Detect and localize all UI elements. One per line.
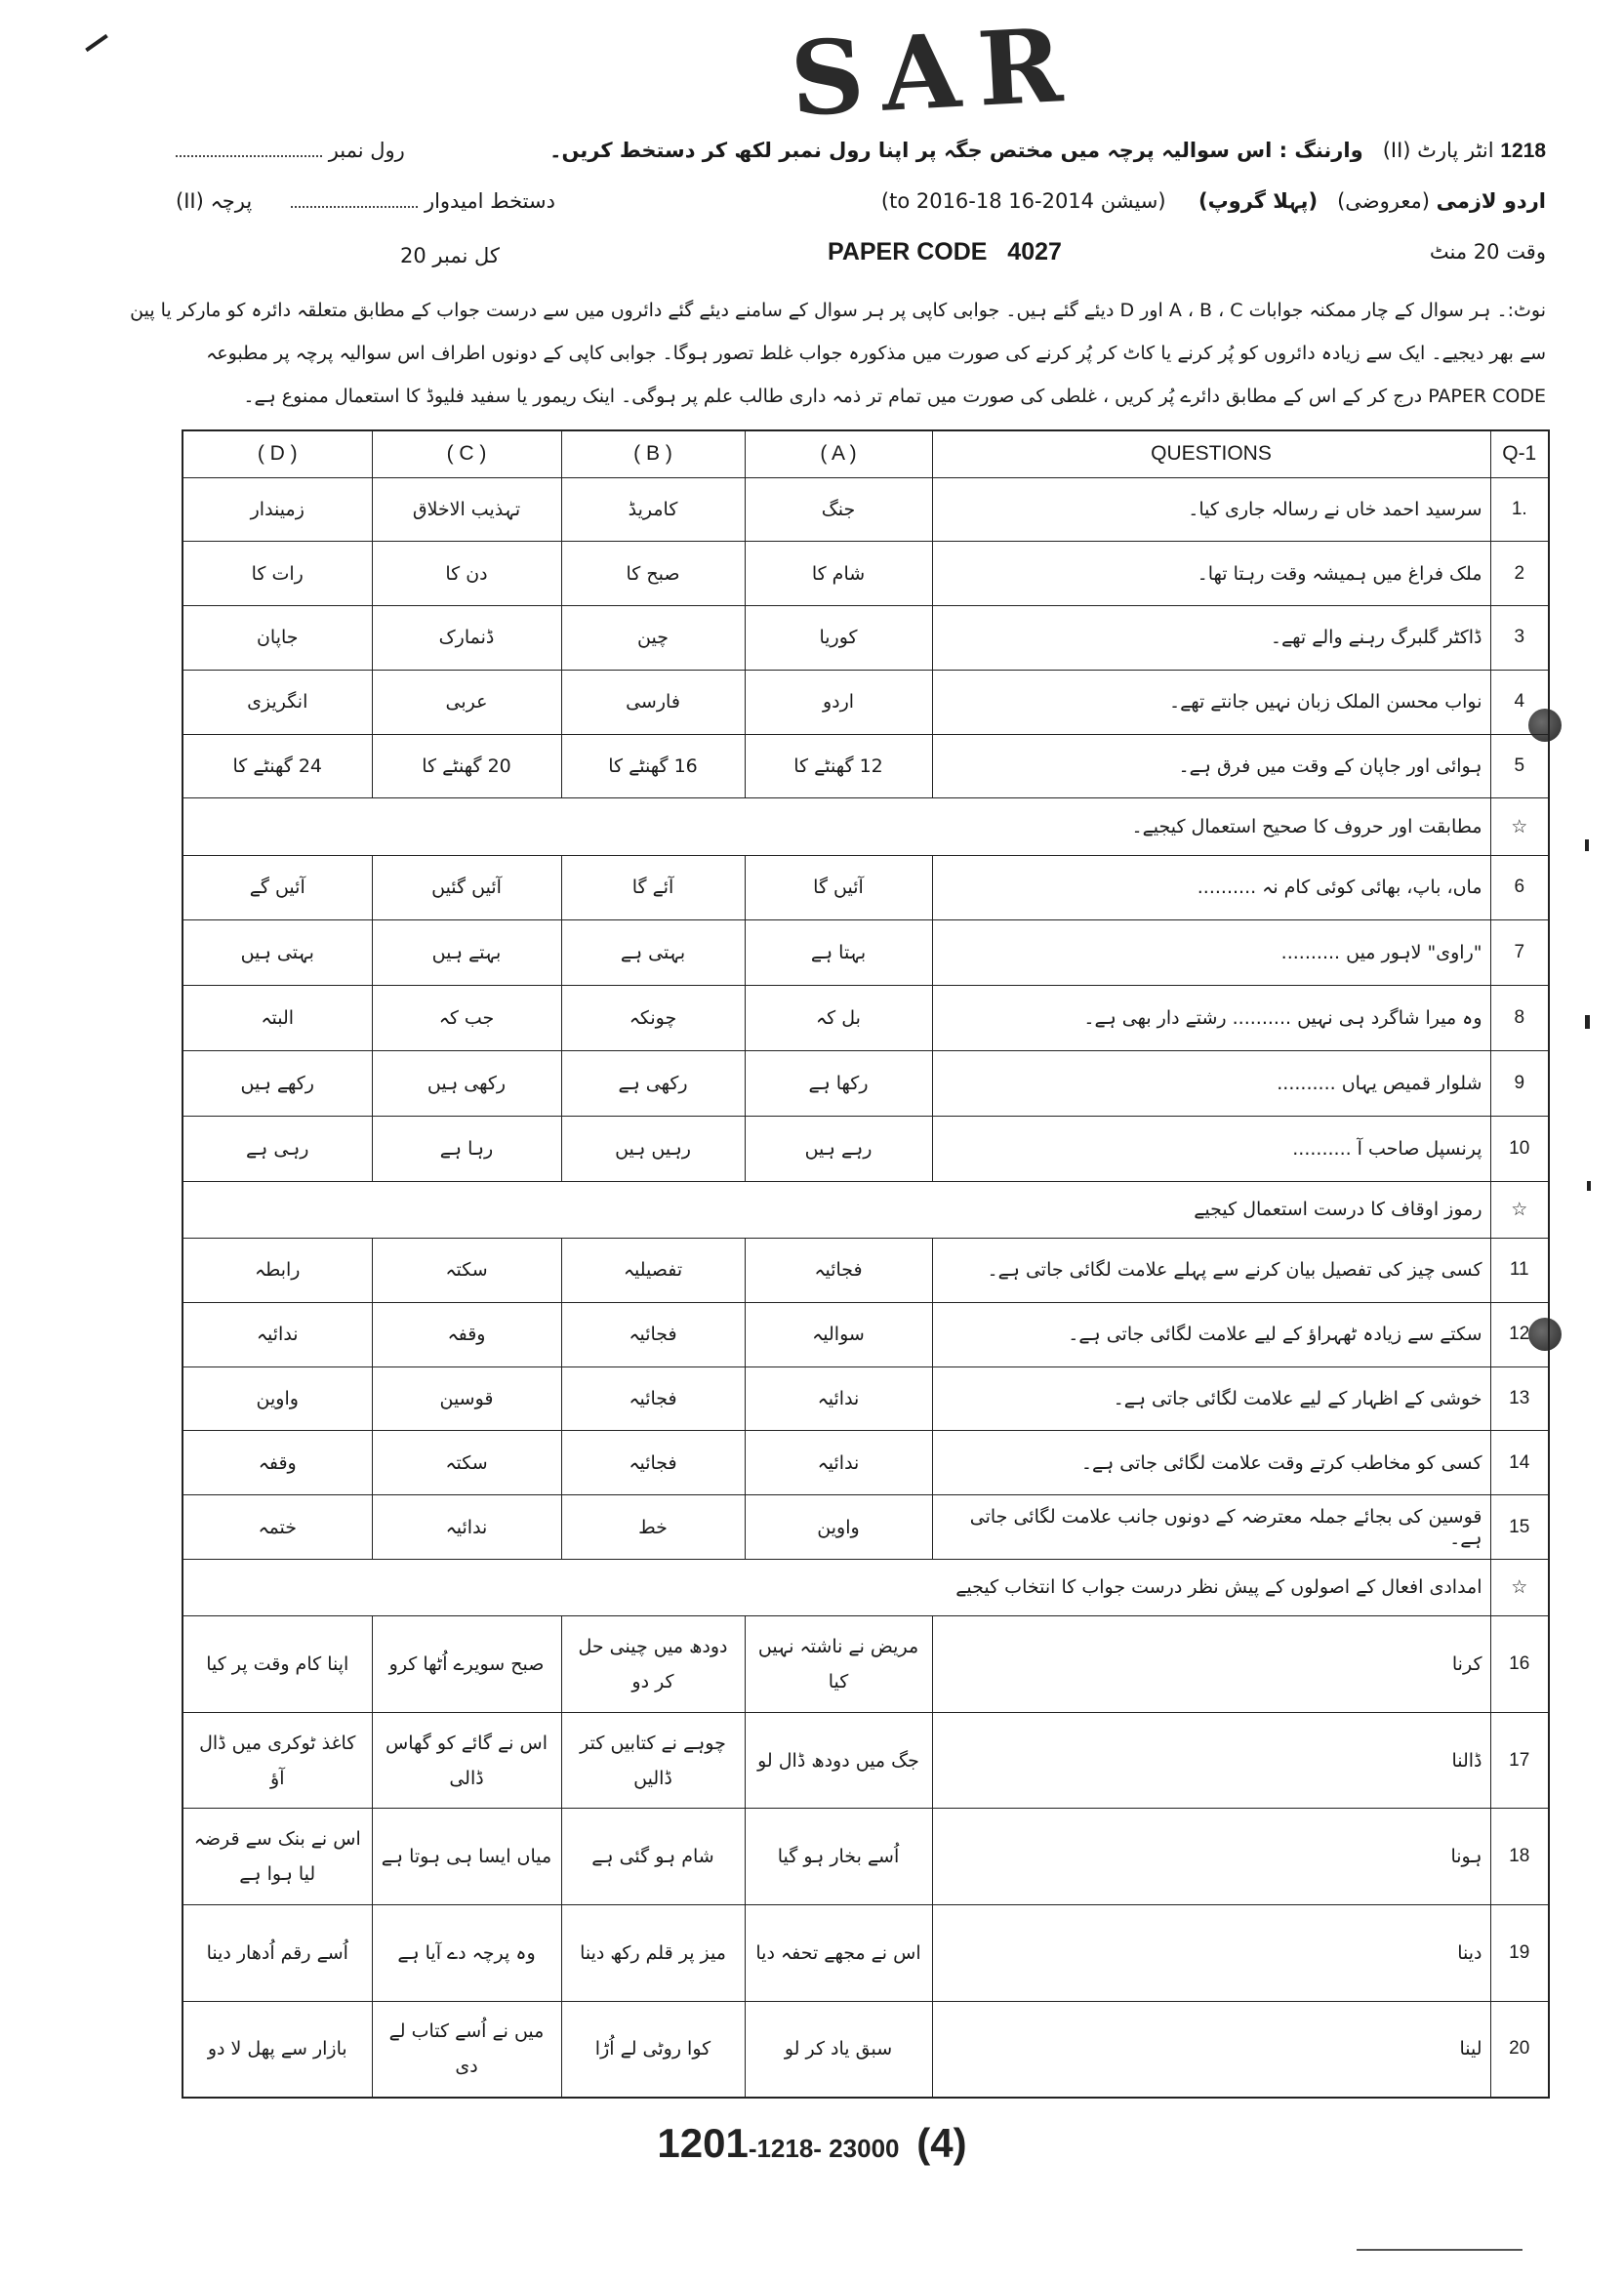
question-number: 6 <box>1490 855 1549 920</box>
footer-page: (4) <box>916 2120 967 2166</box>
scan-speck <box>1587 1181 1591 1191</box>
question-row <box>183 986 1549 1051</box>
question-row <box>183 1809 1549 1905</box>
header-row <box>183 430 1549 477</box>
option-c: میں نے اُسے کتاب لے دی <box>372 2001 561 2098</box>
paper-code-value: 4027 <box>1007 238 1062 265</box>
question-text: لینا <box>932 2001 1490 2098</box>
header-d: ( D ) <box>183 430 372 477</box>
option-c: دن کا <box>372 542 561 606</box>
option-b: میز پر قلم رکھ دینا <box>561 1905 745 2002</box>
option-a: اردو <box>745 670 932 734</box>
question-number: 18 <box>1490 1809 1549 1905</box>
option-a: 12 گھنٹے کا <box>745 734 932 798</box>
question-row <box>183 1302 1549 1366</box>
option-d: بازار سے پھل لا دو <box>183 2001 372 2098</box>
option-b: صبح کا <box>561 542 745 606</box>
question-text: کسی کو مخاطب کرتے وقت علامت لگائی جاتی ہے۔ <box>932 1431 1490 1495</box>
option-d: بہتی ہیں <box>183 920 372 986</box>
question-number: 5 <box>1490 734 1549 798</box>
question-row <box>183 920 1549 986</box>
warning-text: وارننگ : اس سوالیہ پرچہ میں مختص جگہ پر اپنا رول نمبر لکھ کر دستخط کریں۔ <box>549 139 1363 162</box>
question-text: "راوی" لاہور میں .......... <box>932 920 1490 986</box>
footer-dash-line <box>1357 2249 1522 2251</box>
question-text: سرسید احمد خاں نے رسالہ جاری کیا۔ <box>932 477 1490 542</box>
header-warning-line <box>549 139 1546 163</box>
question-number: 12 <box>1490 1302 1549 1366</box>
option-a: ندائیہ <box>745 1366 932 1431</box>
question-row <box>183 477 1549 542</box>
option-c: تہذیب الاخلاق <box>372 477 561 542</box>
option-c: ڈنمارک <box>372 606 561 671</box>
question-text: ہوائی اور جاپان کے وقت میں فرق ہے۔ <box>932 734 1490 798</box>
header-q1: Q-1 <box>1490 430 1549 477</box>
question-number: 16 <box>1490 1616 1549 1713</box>
option-d: رہی ہے <box>183 1117 372 1182</box>
option-c: ندائیہ <box>372 1495 561 1560</box>
option-a: ندائیہ <box>745 1431 932 1495</box>
instruction-line-2: سے بھر دیجیے۔ ایک سے زیادہ دائروں کو پُر کرنے یا کاٹ کر پُر کرنے کی صورت میں مذکورہ جواب غلط تصور ہوگا۔ جوابی کاپی کے دونوں اطراف اس سوالیہ پرچہ پر مطبوعہ <box>206 343 1546 364</box>
question-row <box>183 855 1549 920</box>
question-number: 20 <box>1490 2001 1549 2098</box>
option-c: رہا ہے <box>372 1117 561 1182</box>
question-number: 4 <box>1490 670 1549 734</box>
option-b: 16 گھنٹے کا <box>561 734 745 798</box>
class-label: انٹر پارٹ (II) <box>1382 139 1494 162</box>
option-b: چین <box>561 606 745 671</box>
subject-type: (معروضی) <box>1337 189 1430 213</box>
option-a: کوریا <box>745 606 932 671</box>
question-text: قوسین کی بجائے جملہ معترضہ کے دونوں جانب علامت لگائی جاتی ہے۔ <box>932 1495 1490 1560</box>
option-a: بہتا ہے <box>745 920 932 986</box>
roll-no-blank[interactable] <box>176 155 322 157</box>
option-d: آئیں گے <box>183 855 372 920</box>
option-a: اُسے بخار ہو گیا <box>745 1809 932 1905</box>
option-c: صبح سویرے اُٹھا کرو <box>372 1616 561 1713</box>
section-title: رموز اوقاف کا درست استعمال کیجیے <box>183 1181 1490 1238</box>
question-text: خوشی کے اظہار کے لیے علامت لگائی جاتی ہے۔ <box>932 1366 1490 1431</box>
question-number: 11 <box>1490 1239 1549 1303</box>
question-number: 17 <box>1490 1712 1549 1809</box>
instruction-line-1: نوٹ:۔ ہر سوال کے چار ممکنہ جوابات A ، B ، C اور D دیئے گئے ہیں۔ جوابی کاپی پر ہر سوال کے سامنے دیئے گئے دائروں میں سے درست جواب کے مطابق متعلقہ دائرہ کو مارکر یا پین <box>130 300 1546 321</box>
option-d: اس نے بنک سے قرضہ لیا ہوا ہے <box>183 1809 372 1905</box>
handwritten-mark: SAR <box>787 4 1083 140</box>
question-text: شلوار قمیص یہاں .......... <box>932 1051 1490 1117</box>
question-table <box>182 429 1550 2099</box>
option-a: رہے ہیں <box>745 1117 932 1182</box>
section-row <box>183 1559 1549 1615</box>
question-row <box>183 606 1549 671</box>
question-row <box>183 1616 1549 1713</box>
option-d: رات کا <box>183 542 372 606</box>
question-row <box>183 542 1549 606</box>
question-number: 1. <box>1490 477 1549 542</box>
option-b: دودھ میں چینی حل کر دو <box>561 1616 745 1713</box>
star-icon: ☆ <box>1490 1559 1549 1615</box>
paper-number: پرچہ (II) <box>176 189 253 213</box>
option-d: ختمہ <box>183 1495 372 1560</box>
option-b: آئے گا <box>561 855 745 920</box>
option-b: تفصیلیہ <box>561 1239 745 1303</box>
candidate-signature-label: دستخط امیدوار <box>424 189 555 213</box>
instructions <box>130 289 1546 418</box>
section-row <box>183 798 1549 855</box>
option-b: فجائیہ <box>561 1302 745 1366</box>
option-b: رکھی ہے <box>561 1051 745 1117</box>
option-b: کامریڈ <box>561 477 745 542</box>
question-text: سکتے سے زیادہ ٹھہراؤ کے لیے علامت لگائی جاتی ہے۔ <box>932 1302 1490 1366</box>
question-number: 15 <box>1490 1495 1549 1560</box>
option-a: سبق یاد کر لو <box>745 2001 932 2098</box>
option-a: شام کا <box>745 542 932 606</box>
question-number: 7 <box>1490 920 1549 986</box>
paper-code <box>828 238 1062 266</box>
paper-id: 1218 <box>1500 140 1546 162</box>
option-d: البتہ <box>183 986 372 1051</box>
question-row <box>183 1239 1549 1303</box>
header-c: ( C ) <box>372 430 561 477</box>
section-title: امدادی افعال کے اصولوں کے پیش نظر درست جواب کا انتخاب کیجیے <box>183 1559 1490 1615</box>
option-b: رہیں ہیں <box>561 1117 745 1182</box>
question-row <box>183 1117 1549 1182</box>
option-b: بہتی ہے <box>561 920 745 986</box>
option-d: واوین <box>183 1366 372 1431</box>
section-row <box>183 1181 1549 1238</box>
option-a: اس نے مجھے تحفہ دیا <box>745 1905 932 2002</box>
option-a: آئیں گا <box>745 855 932 920</box>
question-number: 19 <box>1490 1905 1549 2002</box>
header-paper-line <box>176 189 555 213</box>
option-a: واوین <box>745 1495 932 1560</box>
question-row <box>183 1712 1549 1809</box>
option-b: فجائیہ <box>561 1431 745 1495</box>
group: (پہلا گروپ) <box>1198 189 1319 213</box>
footer-code-main: 1201 <box>657 2120 749 2166</box>
star-icon: ☆ <box>1490 1181 1549 1238</box>
header-a: ( A ) <box>745 430 932 477</box>
option-d: زمیندار <box>183 477 372 542</box>
question-row <box>183 1905 1549 2002</box>
footer-code <box>0 2120 1624 2167</box>
option-d: ندائیہ <box>183 1302 372 1366</box>
question-row <box>183 2001 1549 2098</box>
option-c: بہتے ہیں <box>372 920 561 986</box>
option-c: جب کہ <box>372 986 561 1051</box>
instruction-line-3: PAPER CODE درج کر کے اس کے مطابق دائرے پُر کریں ، غلطی کی صورت میں تمام تر ذمہ داری طالب علم پر ہوگی۔ اینک ریمور یا سفید فلیوڈ کا استعمال ممنوع ہے۔ <box>243 386 1546 407</box>
star-icon: ☆ <box>1490 798 1549 855</box>
option-d: رابطہ <box>183 1239 372 1303</box>
option-d: انگریزی <box>183 670 372 734</box>
option-b: فجائیہ <box>561 1366 745 1431</box>
candidate-signature-blank[interactable] <box>291 206 418 208</box>
question-text: ڈاکٹر گلبرگ رہنے والے تھے۔ <box>932 606 1490 671</box>
roll-no-label: رول نمبر <box>328 139 405 162</box>
total-marks: کل نمبر 20 <box>400 244 500 267</box>
option-c: آئیں گئیں <box>372 855 561 920</box>
question-number: 2 <box>1490 542 1549 606</box>
option-b: فارسی <box>561 670 745 734</box>
option-b: خط <box>561 1495 745 1560</box>
question-number: 14 <box>1490 1431 1549 1495</box>
option-b: شام ہو گئی ہے <box>561 1809 745 1905</box>
question-row <box>183 1495 1549 1560</box>
option-c: میاں ایسا ہی ہوتا ہے <box>372 1809 561 1905</box>
section-title: مطابقت اور حروف کا صحیح استعمال کیجیے۔ <box>183 798 1490 855</box>
question-number: 13 <box>1490 1366 1549 1431</box>
question-text: کرنا <box>932 1616 1490 1713</box>
question-row <box>183 734 1549 798</box>
option-d: جاپان <box>183 606 372 671</box>
question-row <box>183 1051 1549 1117</box>
question-number: 9 <box>1490 1051 1549 1117</box>
option-d: اپنا کام وقت پر کیا <box>183 1616 372 1713</box>
time-label: وقت 20 منٹ <box>1429 240 1546 264</box>
roll-no-field[interactable] <box>176 139 405 162</box>
option-b: چونکہ <box>561 986 745 1051</box>
option-b: کوا روٹی لے اُڑا <box>561 2001 745 2098</box>
scan-speck <box>1585 1015 1590 1029</box>
option-a: جنگ <box>745 477 932 542</box>
option-c: سکتہ <box>372 1431 561 1495</box>
question-text: ماں، باپ، بھائی کوئی کام نہ .......... <box>932 855 1490 920</box>
subject: اردو لازمی <box>1436 189 1546 213</box>
option-c: 20 گھنٹے کا <box>372 734 561 798</box>
option-c: وقفہ <box>372 1302 561 1366</box>
question-row <box>183 670 1549 734</box>
option-a: سوالیہ <box>745 1302 932 1366</box>
header-subject-line <box>881 189 1546 213</box>
header-b: ( B ) <box>561 430 745 477</box>
option-b: چوہے نے کتابیں کتر ڈالیں <box>561 1712 745 1809</box>
question-number: 10 <box>1490 1117 1549 1182</box>
scan-speck <box>85 34 108 52</box>
question-text: ڈالنا <box>932 1712 1490 1809</box>
option-c: قوسین <box>372 1366 561 1431</box>
question-row <box>183 1366 1549 1431</box>
option-d: رکھے ہیں <box>183 1051 372 1117</box>
option-c: وہ پرچہ دے آیا ہے <box>372 1905 561 2002</box>
scan-speck <box>1585 839 1589 851</box>
session: (سیشن 2014-16 to 2016-18) <box>880 189 1166 213</box>
question-text: نواب محسن الملک زبان نہیں جانتے تھے۔ <box>932 670 1490 734</box>
option-c: سکتہ <box>372 1239 561 1303</box>
option-a: مریض نے ناشتہ نہیں کیا <box>745 1616 932 1713</box>
option-a: رکھا ہے <box>745 1051 932 1117</box>
option-a: بل کہ <box>745 986 932 1051</box>
question-text: ملک فراغ میں ہمیشہ وقت رہتا تھا۔ <box>932 542 1490 606</box>
option-d: 24 گھنٹے کا <box>183 734 372 798</box>
option-d: وقفہ <box>183 1431 372 1495</box>
question-text: ہونا <box>932 1809 1490 1905</box>
option-c: اس نے گائے کو گھاس ڈالی <box>372 1712 561 1809</box>
question-number: 8 <box>1490 986 1549 1051</box>
question-text: کسی چیز کی تفصیل بیان کرنے سے پہلے علامت لگائی جاتی ہے۔ <box>932 1239 1490 1303</box>
question-row <box>183 1431 1549 1495</box>
option-a: فجائیہ <box>745 1239 932 1303</box>
option-c: عربی <box>372 670 561 734</box>
option-a: جگ میں دودھ ڈال لو <box>745 1712 932 1809</box>
footer-code-rest: -1218- 23000 <box>748 2134 900 2163</box>
question-text: وہ میرا شاگرد ہی نہیں .......... رشتے دار بھی ہے۔ <box>932 986 1490 1051</box>
option-d: اُسے رقم اُدھار دینا <box>183 1905 372 2002</box>
question-number: 3 <box>1490 606 1549 671</box>
option-d: کاغذ ٹوکری میں ڈال آؤ <box>183 1712 372 1809</box>
question-text: پرنسپل صاحب آ .......... <box>932 1117 1490 1182</box>
paper-code-label: PAPER CODE <box>828 238 988 265</box>
option-c: رکھی ہیں <box>372 1051 561 1117</box>
header-questions: QUESTIONS <box>932 430 1490 477</box>
question-text: دینا <box>932 1905 1490 2002</box>
